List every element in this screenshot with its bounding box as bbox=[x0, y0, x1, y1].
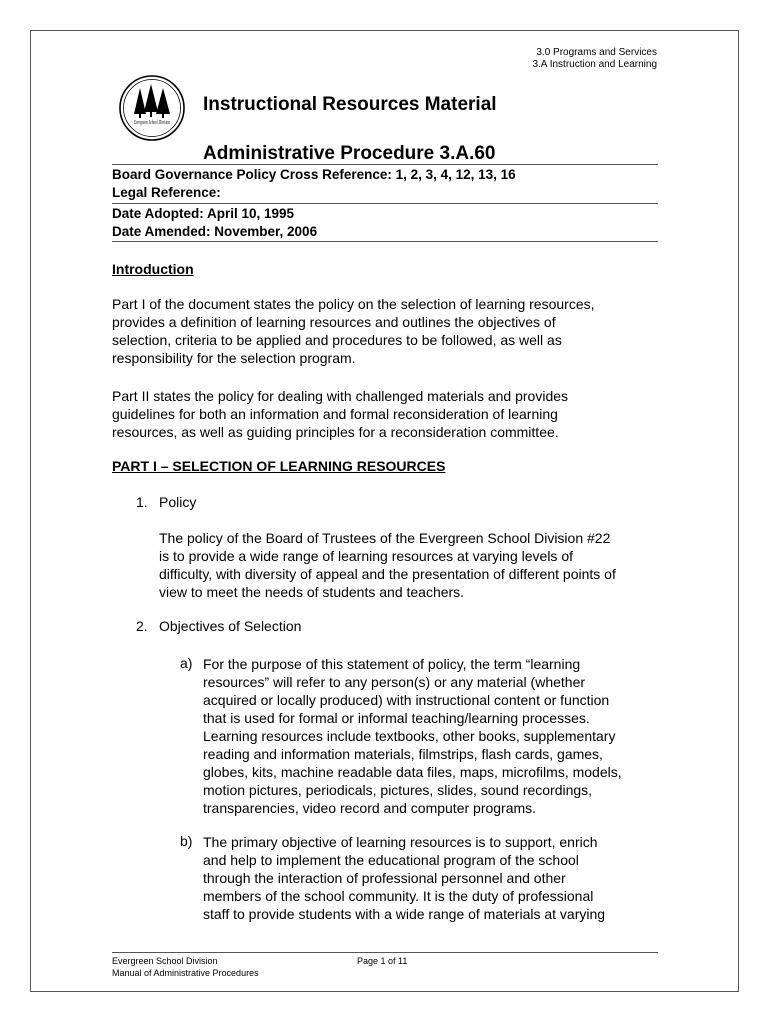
procedure-title: Administrative Procedure 3.A.60 bbox=[203, 143, 496, 164]
footer-divider bbox=[112, 952, 658, 953]
footer-manual: Manual of Administrative Procedures bbox=[112, 968, 259, 978]
policy-paragraph bbox=[159, 529, 719, 601]
text-line: acquired or locally produced) with instructional content or function bbox=[203, 692, 610, 708]
text-line: Learning resources include textbooks, other books, supplementary bbox=[203, 728, 616, 744]
part1-heading: PART I – SELECTION OF LEARNING RESOURCES bbox=[112, 458, 446, 474]
item-number: 2. bbox=[136, 618, 148, 634]
introduction-paragraph-1 bbox=[112, 295, 672, 367]
policy-label: Policy bbox=[159, 494, 197, 510]
introduction-heading: Introduction bbox=[112, 261, 194, 277]
text-line: Part II states the policy for dealing with challenged materials and provides bbox=[112, 388, 569, 404]
item-number: 1. bbox=[136, 494, 148, 510]
text-line: resources, as well as guiding principles for a reconsideration committee. bbox=[112, 424, 559, 440]
text-line: provides a definition of learning resources and outlines the objectives of bbox=[112, 314, 556, 330]
section-label: 3.0 Programs and Services bbox=[536, 47, 657, 58]
text-line: For the purpose of this statement of policy, the term “learning bbox=[203, 656, 581, 672]
introduction-paragraph-2 bbox=[112, 387, 672, 441]
subitem-letter: b) bbox=[180, 833, 193, 849]
objectives-label: Objectives of Selection bbox=[159, 618, 302, 634]
legal-reference: Legal Reference: bbox=[112, 185, 221, 200]
text-line: difficulty, with diversity of appeal and the presentation of different points of bbox=[159, 566, 616, 582]
subitem-letter: a) bbox=[180, 655, 193, 671]
footer-left bbox=[112, 955, 259, 979]
text-line: that is used for formal or informal teaching/learning processes. bbox=[203, 710, 590, 726]
cross-reference: Board Governance Policy Cross Reference: 1, 2, 3, 4, 12, 13, 16 bbox=[112, 167, 516, 182]
text-line: reading and information materials, filmstrips, flash cards, games, bbox=[203, 746, 603, 762]
divider bbox=[112, 203, 658, 204]
text-line: and help to implement the educational program of the school bbox=[203, 852, 579, 868]
date-adopted: Date Adopted: April 10, 1995 bbox=[112, 206, 295, 221]
footer-org: Evergreen School Division bbox=[112, 956, 218, 966]
logo-text: Evergreen School Division bbox=[133, 120, 170, 126]
objectives-paragraph-a bbox=[203, 655, 663, 817]
text-line: selection, criteria to be applied and procedures to be followed, as well as bbox=[112, 332, 562, 348]
text-line: view to meet the needs of students and teachers. bbox=[159, 584, 465, 600]
subsection-label: 3.A Instruction and Learning bbox=[532, 59, 657, 70]
text-line: Part I of the document states the policy on the selection of learning resources, bbox=[112, 296, 595, 312]
text-line: responsibility for the selection program. bbox=[112, 350, 356, 366]
text-line: is to provide a wide range of learning resources at varying levels of bbox=[159, 548, 573, 564]
date-amended: Date Amended: November, 2006 bbox=[112, 224, 318, 239]
text-line: guidelines for both an information and formal reconsideration of learning bbox=[112, 406, 558, 422]
school-division-logo bbox=[118, 74, 186, 142]
text-line: transparencies, video record and computer programs. bbox=[203, 800, 537, 816]
section-reference bbox=[532, 47, 657, 71]
divider bbox=[112, 241, 658, 242]
divider bbox=[112, 164, 658, 165]
page-number: Page 1 of 11 bbox=[357, 956, 408, 966]
objectives-paragraph-b bbox=[203, 833, 663, 923]
text-line: members of the school community. It is the duty of professional bbox=[203, 888, 594, 904]
text-line: globes, kits, machine readable data files, maps, microfilms, models, bbox=[203, 764, 622, 780]
text-line: staff to provide students with a wide range of materials at varying bbox=[203, 906, 606, 922]
text-line: The policy of the Board of Trustees of the Evergreen School Division #22 bbox=[159, 530, 611, 546]
text-line: resources” will refer to any person(s) or any material (whether bbox=[203, 674, 586, 690]
text-line: through the interaction of professional personnel and other bbox=[203, 870, 566, 886]
document-title: Instructional Resources Material bbox=[203, 94, 497, 115]
text-line: The primary objective of learning resources is to support, enrich bbox=[203, 834, 598, 850]
text-line: motion pictures, periodicals, pictures, slides, sound recordings, bbox=[203, 782, 593, 798]
